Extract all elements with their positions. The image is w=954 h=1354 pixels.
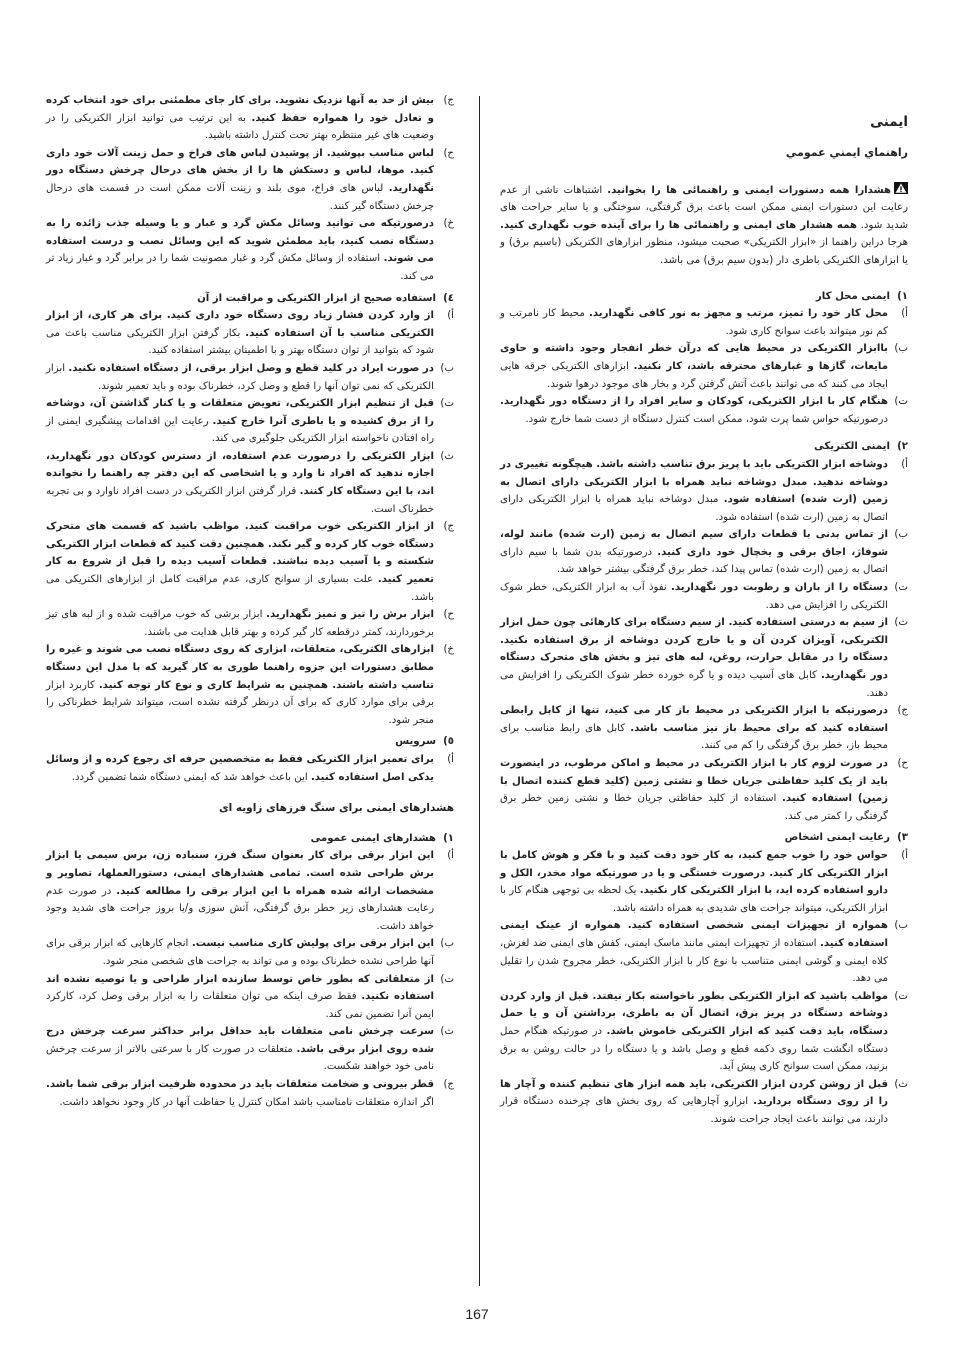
section-number: ٤) (443, 292, 454, 304)
service-heading (46, 733, 454, 751)
item-normal-text: ابزارهای الکتریکی جرقه هایی ایجاد می کنند که می توانند باعث آتش گرفتن گرد و بخار های موجود درهوا شوند. (500, 360, 888, 390)
item-bold-text: محل کار خود را تمیز، مرتب و مجهز به نور کافی نگهدارید. (588, 308, 888, 320)
item-bold-text: ابزار برش را تیز و تمیز نگهدارید. (266, 609, 434, 621)
item-marker: ح) (443, 609, 454, 621)
item-text (500, 340, 888, 393)
item-bold-text: ابزارهای الکتریکی، متعلقات، ابزاری که روی دستگاه نصب می شوند و غیره را مطابق دستورات این جزوه راهنما طوری به کار گیرید که با مدل این دستگاه تناسب داشته باشند. همچنین به شرایط کاری و نوع کار توجه کنید. (46, 644, 435, 691)
item-text (46, 971, 434, 1024)
item-text (46, 145, 434, 215)
warning-text-2: هرجا دراین راهنما از «ابزار الکتریکی» صحبت میشود، منظور ابزارهای الکتریکی (باسیم برق) و یا ابزارهای الکتریکی باطری دار (بدون سیم برق) می باشد. (500, 237, 908, 266)
item-normal-text: علت بسیاری از سوانح کاری، عدم مراقبت کامل از ابزارهای الکتریکی می باشد. (46, 574, 434, 603)
item-text (500, 702, 888, 755)
item-marker: ت) (894, 990, 908, 1002)
section-personal-continued (46, 92, 454, 286)
item-marker: ت) (440, 398, 454, 410)
list-item (500, 526, 908, 579)
list-item (46, 1076, 454, 1111)
item-marker: ب) (894, 343, 908, 355)
item-normal-text: اگر اندازه متعلقات نامناسب باشد امکان کنترل یا حفاظت آنها در کار وجود نخواهد داشت. (59, 1096, 434, 1108)
list-item (500, 614, 908, 702)
page-number: 167 (465, 1306, 489, 1322)
item-text (46, 935, 434, 970)
warning-triangle-icon (894, 182, 908, 194)
item-normal-text: استفاده از تجهیزات ایمنی مانند ماسک ایمنی، کفش های ایمنی ضد لغزش، کلاه ایمنی و گوشی ایمنی متناسب با نوع کار با ابزار الکتریکی، خطر مجروح شدن را تقلیل می دهد. (500, 937, 888, 985)
item-normal-text: کابل های آسیب دیده و یا گره خورده خطر شوک الکتریکی را افزایش می دهند. (500, 670, 888, 699)
item-marker: ث) (894, 1078, 908, 1090)
item-marker: أ) (447, 753, 454, 765)
page-title: ایمنی (870, 114, 908, 130)
list-item (500, 988, 908, 1076)
list-item (500, 305, 908, 340)
item-bold-text: از ابزار الکتریکی خوب مراقبت کنید. مواظب باشید که قسمت های متحرک دستگاه خوب کار کرده و گیر نکند. همچنین دقت کنید که قطعات ابزار الکتریکی شکسته و یا آسیب دیده نباشند. قطعات آسیب دیده را قبل از شروع به کار تعمیر کنید. (46, 521, 434, 586)
item-bold-text: این ابزار برقی برای کار بعنوان سنگ فرز، سنباده زن، برس سیمی یا ابزار برش طراحی شده است. تمامی هشدارهای ایمنی، دستورالعملها، تصاویر و مشخصات ارائه شده همراه با این ابزار برقی را مطالعه کنید. (46, 850, 434, 897)
item-marker: ت) (894, 582, 908, 594)
item-marker: ج) (443, 95, 454, 106)
item-marker: أ) (901, 458, 908, 470)
item-text (46, 518, 434, 606)
item-bold-text: از سیم به درستی استفاده کنید. از سیم دستگاه برای کارهائی چون حمل ابزار الکتریکی، آویزان کردن آن و یا خارج کردن دوشاخه از برق استفاده نکنید. دستگاه را در مقابل حرارت، روغن، لبه های تیز و بخش های متحرک دستگاه دور نگهدارید. (500, 617, 888, 682)
list-item (46, 92, 454, 145)
item-bold-text: هنگام کار با ابزار الکتریکی، کودکان و سایر افراد را از دستگاه دور نگهدارید. (500, 396, 888, 408)
item-text (500, 988, 888, 1076)
item-text (500, 614, 888, 702)
list-item (46, 935, 454, 970)
list-item (500, 702, 908, 755)
item-marker: أ) (901, 308, 908, 320)
item-text (500, 579, 888, 614)
item-text (500, 1076, 888, 1129)
list-item (46, 606, 454, 641)
item-text (46, 215, 434, 285)
section-grinder-general (46, 830, 454, 1112)
item-bold-text: درصورتیکه می توانید وسائل مکش گرد و غبار و یا وسیله جذب زائده را به دستگاه نصب کنید، باید مطمئن شوید که این وسائل نصب و درست استفاده می شوند. (46, 218, 434, 265)
item-bold-text: از متعلقاتی که بطور خاص توسط سازنده ابزار طراحی و یا توصیه نشده اند استفاده نکنید. (46, 973, 435, 1003)
item-normal-text: کابل های رابط مناسب برای محیط باز، خطر برق گرفتگی را کم می کنند. (500, 722, 888, 752)
grinder-safety-title: هشدارهای ایمنی برای سنگ فرزهای زاویه ای (218, 802, 454, 815)
item-normal-text: فقط صرف اینکه می توان متعلقات را به ابزار برقی وصل کرد، کارکرد ایمن آنرا تضمین نمی کند. (46, 991, 434, 1020)
item-bold-text: این ابزار برقی برای پولیش کاری مناسب نیست. (191, 938, 435, 950)
item-bold-text: دوشاخه ابزار الکتریکی باید با پریز برق تناسب داشته باشد. هیچگونه تغییری در دوشاخه ندهید. مبدل دوشاخه نباید همراه با ابزار الکتریکی دارای اتصال به زمین (ارت شده) استفاده شود. (500, 458, 888, 506)
list-item (46, 145, 454, 215)
item-normal-text: درصورتیکه بدن شما با سیم دارای اتصال به زمین (ارت شده) تماس پیدا کند، خطر برق گرفتگی بیشتر خواهد شد. (500, 546, 888, 576)
item-text (46, 307, 434, 360)
item-bold-text: قطر بیرونی و ضخامت متعلقات باید در محدوده ظرفیت ابزار برقی شما باشد. (46, 1079, 434, 1091)
list-item (46, 1023, 454, 1076)
warning-text-1: اشتباهات ناشی از عدم رعایت این دستورات ایمنی ممکن است باعث برق گرفتگی، سوختگی و یا سایر جراحت های شدید شود. (500, 184, 909, 231)
item-marker: ب) (894, 529, 908, 541)
item-normal-text: نفوذ آب به ابزار الکتریکی، خطر شوک الکتریکی را افزایش می دهد. (500, 582, 888, 611)
item-normal-text: مبدل دوشاخه نباید همراه با ابزار الکتریکی دارای اتصال به زمین (ارت شده) استفاده شود. (500, 494, 888, 523)
item-bold-text: مواظب باشید که ابزار الکتریکی بطور ناخواسته بکار نیفتد. قبل از وارد کردن دوشاخه دستگاه در پریز برق، اتصال آن به باطری، برداشتن آن و یا حمل دستگاه، باید دقت کنید که ابزار الکتریکی خاموش باشد. (500, 990, 888, 1037)
list-item (500, 847, 908, 917)
item-text (46, 847, 434, 935)
column-divider (479, 96, 480, 1286)
list-item (46, 641, 454, 729)
item-marker: ب) (440, 362, 454, 374)
item-marker: ب) (894, 920, 908, 932)
item-marker: خ) (443, 218, 454, 230)
item-normal-text: لباس های فراخ، موی بلند و زینت آلات ممکن است در قسمت های درحال چرخش دستگاه گیر کنند. (46, 182, 434, 212)
item-normal-text: ابزارو آچارهایی که روی بخش های چرخنده دستگاه قرار دارند، می توانند باعث ایجاد جراحت شوند. (500, 1096, 888, 1125)
general-safety-subtitle: راهنماي ايمني عمومي (785, 146, 908, 159)
list-item (46, 307, 454, 360)
item-text (500, 847, 888, 917)
section-number: ٢) (897, 441, 908, 453)
item-text (46, 641, 434, 729)
list-item (500, 755, 908, 825)
list-item (500, 579, 908, 614)
list-item (500, 917, 908, 987)
section-number: ١) (443, 832, 454, 844)
item-normal-text: استفاده از کلید حفاظتی جریان خطا و نشتی زمین خطر برق گرفتگی را کمتر می کند. (500, 793, 888, 822)
item-bold-text: باابزار الکتریکی در محیط هایی که درآن خطر انفجار وجود داشته و حاوی مایعات، گازها و غبارهای محترقه باشد، کار نکنید. (500, 343, 888, 372)
section-title: هشدارهای ایمنی عمومی (310, 832, 436, 844)
electrical-heading (500, 438, 908, 456)
section-work-area (500, 288, 908, 429)
left-column (46, 92, 454, 1111)
item-normal-text: بکار گرفتن ابزار الکتریکی مناسب باعث می شود که بتوانید از توان دستگاه بهتر و با اطمینان بیشتر استفاده کنید. (46, 327, 434, 357)
section-service (46, 733, 454, 786)
section-electrical (500, 438, 908, 825)
list-item (46, 751, 454, 786)
item-normal-text: درصورتیکه حواس شما پرت شود، ممکن است کنترل دستگاه از دست شما خارج شود. (525, 413, 888, 425)
work-area-heading (500, 288, 908, 306)
item-marker: ث) (440, 450, 454, 462)
item-marker: ح) (443, 147, 454, 159)
item-bold-text: لباس مناسب بپوشید. از پوشیدن لباس های فراخ و حمل زينت آلات خود داری کنید. موها، لباس و دستکش ها را از بخش های درحال چرخش دستگاه دور نگهدارید. (46, 147, 434, 194)
item-text (46, 360, 434, 395)
right-column (500, 92, 908, 1128)
section-title: رعایت ایمنی اشخاص (784, 832, 890, 844)
section-number: ٣) (897, 832, 908, 844)
item-marker: أ) (901, 849, 908, 861)
item-bold-text: در صورت لزوم کار با ابزار الکتریکی در محیط و اماکن مرطوب، در اینصورت باید از یک کلید حفاظتی جریان خطا و نشتی زمین (کلید قطع کننده اتصال با زمین) استفاده کنید. (500, 758, 888, 805)
item-text (500, 393, 888, 428)
section-personal (500, 829, 908, 1128)
list-item (500, 1076, 908, 1129)
item-normal-text: به این ترتیب می توانید ابزار الکتریکی را در وضعیت های غیر منتظره بهتر تحت کنترل داشته باشید. (46, 112, 434, 142)
item-normal-text: ابزار برشی که خوب مراقبت شده و از لبه های تیز برخوردارند، کمتر درقطعه کار گیر کرده و بهتر قابل هدایت می باشند. (46, 609, 434, 638)
item-marker: ج) (443, 1079, 454, 1091)
list-item (46, 215, 454, 285)
item-normal-text: قرار گرفتن ابزار الکتریکی در دست افراد ناوارد و بی تجربه خطرناک است. (46, 486, 434, 515)
item-text (46, 1023, 434, 1076)
item-marker: ث) (894, 617, 908, 629)
section-title: استفاده صحیح از ابزار الکتریکی و مراقبت از آن (197, 292, 436, 304)
item-bold-text: قبل از تنظیم ابزار الکتریکی، تعویض متعلقات و یا کنار گذاشتن آن، دوشاخه را از برق کشیده و یا باطری آنرا خارج کنید. (46, 398, 434, 427)
item-marker: ج) (897, 705, 908, 717)
item-text (46, 1076, 434, 1111)
item-text (46, 606, 434, 641)
item-marker: ح) (897, 758, 908, 769)
item-normal-text: کاربرد ابزار برقی برای موارد کاری که برای آن درنظر گرفته نشده است، میتواند شرایط خطرناکی را منجر شود. (46, 679, 434, 726)
item-normal-text: ابزار الکتریکی که نمی توان آنها را قطع و وصل کرد، خطرناک بوده و باید تعمیر شوند. (46, 362, 434, 392)
list-item (46, 971, 454, 1024)
item-normal-text: در صورتیکه هنگام حمل دستگاه انگشت شما روی دکمه قطع و وصل باشد و یا دستگاه را در حالت روشن به برق بزنید، ممکن است سوانح کاری پیش آید. (500, 1025, 888, 1073)
item-bold-text: قبل از روشن کردن ابزار الکتریکی، باید همه ابزار های تنظیم کننده و آچار ها را از روی دستگاه برداريد. (500, 1078, 888, 1108)
section-number: ١) (897, 290, 908, 302)
item-bold-text: درصورتیکه با ابزار الکتریکی در محیط باز کار می کنید، تنها از کابل رابطی استفاده کنید که برای محیط باز نیز مناسب باشد. (500, 705, 888, 734)
item-bold-text: ابزار الکتریکی را درصورت عدم استفاده، از دسترس کودکان دور نگهدارید، اجازه ندهید که افراد نا وارد و یا اشخاصی که این دفتر چه راهنما را نخوانده اند، با این دستگاه کار کنند. (46, 450, 434, 498)
list-item (46, 395, 454, 448)
section-title: ایمنی محل کار (815, 290, 890, 302)
item-bold-text: از تماس بدنی با قطعات دارای سیم اتصال به زمین (ارت شده) مانند لوله، شوفاژ، اجاق برقی و یخچال خود داری کنید. (500, 529, 888, 558)
item-text (46, 448, 434, 518)
list-item (46, 360, 454, 395)
section-tool-use (46, 290, 454, 730)
item-normal-text: انجام کارهایی که ابزار برقی برای آنها طراحی نشده خطرناک بوده و می تواند به جراحت های شخصی منجر شود. (46, 938, 434, 967)
item-marker: ت) (894, 396, 908, 408)
item-normal-text: این باعث خواهد شد که ایمنی دستگاه شما تضمین گردد. (71, 771, 311, 783)
list-item (500, 456, 908, 526)
item-bold-text: در صورت ایراد در کلید قطع و وصل ابزار برقی، از دستگاه استفاده نکنید. (68, 362, 434, 374)
item-text (46, 92, 434, 145)
warning-paragraph (500, 182, 908, 270)
item-marker: ث) (440, 1026, 454, 1038)
personal-heading (500, 829, 908, 847)
item-marker: ج) (443, 521, 454, 533)
item-normal-text: یک لحظه بی توجهی هنگام کار با ابزار الکتریکی، میتواند جراحت های شدیدی به همراه داشته باشد. (500, 885, 888, 914)
section-number: ٥) (443, 736, 454, 748)
item-bold-text: سرعت چرخش نامی متعلقات باید حداقل برابر حداکثر سرعت چرخش درج شده روی ابزار برقی باشد. (46, 1026, 434, 1055)
list-item (500, 393, 908, 428)
tool-use-heading (46, 290, 454, 308)
item-bold-text: بیش از حد به آنها نزدیک نشوید. برای کار جای مطمئنی برای خود انتخاب کرده و تعادل خود را همواره حفظ کنید. (46, 95, 434, 124)
item-bold-text: برای تعمیر ابزار الکتریکی فقط به متخصصین حرفه ای رجوع کرده و از وسائل یدکی اصل استفاده کنید. (46, 753, 434, 783)
item-normal-text: در صورت عدم رعایت هشدارهای زیر خطر برق گرفتگی، آتش سوزی و/یا بروز جراحت های شدید وجود خواهد داشت. (46, 885, 434, 932)
section-title: سرویس (395, 736, 436, 748)
item-normal-text: متعلقات در صورت کار با سرعتی بالاتر از سرعت چرخش نامی خود خواهند شکست. (46, 1043, 434, 1073)
item-text (500, 917, 888, 987)
item-marker: أ) (447, 850, 454, 862)
item-normal-text: محیط کار نامرتب و کم نور میتواند باعث سوانح کاری شود. (500, 308, 888, 337)
warning-bold-2: همه هشدار های ایمنی و راهنمائی ها را برای آینده خوب نگهداری کنید. (500, 219, 857, 231)
item-text (500, 755, 888, 825)
section-title: ایمنی الکتریکی (814, 441, 890, 453)
item-text (500, 526, 888, 579)
list-item (46, 847, 454, 935)
list-item (46, 448, 454, 518)
warning-bold-1: هشدارا همه دستورات ایمنی و راهنمائی ها را بخوانید. (607, 184, 891, 196)
item-marker: ت) (440, 973, 454, 985)
item-normal-text: استفاده از وسائل مکش گرد و غبار مصونیت شما را در برابر گرد و غبار زیاد تر می کند. (46, 253, 434, 282)
list-item (46, 518, 454, 606)
item-marker: ب) (440, 938, 454, 950)
grinder-general-heading (46, 830, 454, 848)
item-text (46, 395, 434, 448)
item-marker: أ) (447, 310, 454, 322)
item-bold-text: از وارد کردن فشار زیاد روی دستگاه خود داری کنید. برای هر کاری، از ابزار الکتریکی مناسب با آن استفاده کنید. (46, 310, 434, 339)
item-text (46, 751, 434, 786)
item-bold-text: همواره از تجهیزات ایمنی شخصی استفاده کنید. همواره از عینک ایمنی استفاده کنید. (500, 920, 888, 949)
item-text (500, 305, 888, 340)
item-bold-text: دستگاه را از باران و رطوبت دور نگهدارید. (670, 582, 888, 594)
item-text (500, 456, 888, 526)
item-marker: خ) (443, 644, 454, 656)
item-normal-text: رعایت این اقدامات پیشگیری ایمنی از راه افتادن ناخواسته ابزار الکتریکی جلوگیری می کند. (46, 415, 434, 445)
item-bold-text: حواس خود را خوب جمع کنید، به کار خود دقت کنید و با فکر و هوش کامل با ابزار الکتریکی کار کنید. درصورت خستگی و یا در صورتیکه مواد مخدر، الکل و دارو استفاده کرده اید، با ابزار الکتریکی کار نکنید. (500, 849, 889, 897)
list-item (500, 340, 908, 393)
